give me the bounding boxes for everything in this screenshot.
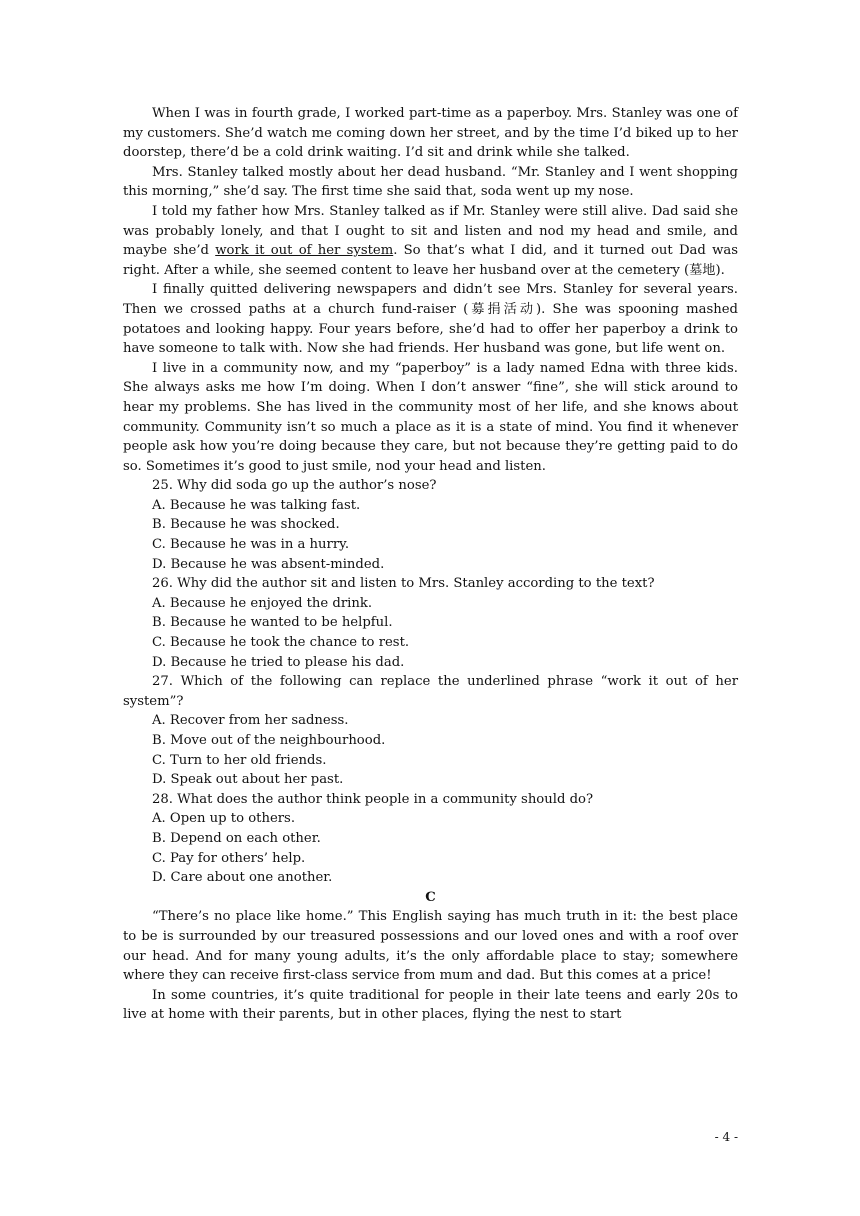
option-a: A. Recover from her sadness. xyxy=(152,713,349,729)
paragraph-3-text-before: I told my father how Mrs. Stanley talked as if Mr. Stanley were still alive. Dad said she was probably lonely, and that I ought to sit and listen and nod my head and smile, and maybe she’d xyxy=(123,203,738,259)
passage-c-paragraph-2: In some countries, it’s quite traditional for people in their late teens and early 20s to live at home with their parents, but in other places, flying the nest to start xyxy=(123,987,738,1023)
document-page xyxy=(123,104,738,1025)
section-heading-c: C xyxy=(425,889,436,905)
passage-c-paragraph-1: “There’s no place like home.” This English saying has much truth in it: the best place to be is surrounded by our treasured possessions and our loved ones and with a roof over our head. And for many young adults, it’s the only affordable place to stay; somewhere where they can receive first-class service from mum and dad. But this comes at a price! xyxy=(123,909,738,984)
question-stem: 27. Which of the following can replace the underlined phrase “work it out of her system”? xyxy=(123,674,738,709)
paragraph-3-text-after: . So that’s what I did, and it turned out Dad was right. After a while, she seemed content to leave her husband over at the cemetery (墓地). xyxy=(123,243,738,278)
option-b: B. Move out of the neighbourhood. xyxy=(152,733,386,748)
option-a: A. Open up to others. xyxy=(152,811,296,827)
option-c: C. Turn to her old friends. xyxy=(152,752,327,768)
option-c: C. Because he took the chance to rest. xyxy=(152,635,410,651)
passage-b-paragraph-1: When I was in fourth grade, I worked part-time as a paperboy. Mrs. Stanley was one of my customers. She’d watch me coming down her street, and by the time I’d biked up to her doorstep, there’d be a cold drink waiting. I’d sit and drink while she talked. xyxy=(123,106,738,161)
question-28 xyxy=(123,790,738,888)
question-stem: 28. What does the author think people in a community should do? xyxy=(152,791,594,807)
question-26 xyxy=(123,574,738,672)
option-d: D. Speak out about her past. xyxy=(152,772,344,788)
passage-b-paragraph-4: I finally quitted delivering newspapers and didn’t see Mrs. Stanley for several years. Then we crossed paths at a church fund-raiser (募捐活动). She was spooning mashed potatoes and looking happy. Four years before, she’d had to offer her paperboy a drink to have someone to talk with. Now she had friends. Her husband was gone, but life went on. xyxy=(123,282,738,357)
option-a: A. Because he enjoyed the drink. xyxy=(152,595,373,611)
option-b: B. Because he wanted to be helpful. xyxy=(152,615,393,631)
passage-b-paragraph-3 xyxy=(123,202,738,280)
passage-b-paragraph-5: I live in a community now, and my “paperboy” is a lady named Edna with three kids. She always asks me how I’m doing. When I don’t answer “fine”, she will stick around to hear my problems. She has lived in the community most of her life, and she knows about community. Community isn’t so much a place as it is a state of mind. You find it whenever people ask how you’re doing because they care, but not because they’re getting paid to do so. Sometimes it’s good to just smile, nod your head and listen. xyxy=(123,360,738,474)
option-c: C. Pay for others’ help. xyxy=(152,850,306,866)
underlined-phrase: work it out of her system xyxy=(215,243,394,259)
question-stem: 25. Why did soda go up the author’s nose? xyxy=(152,478,437,494)
question-27 xyxy=(123,672,738,790)
option-b: B. Because he was shocked. xyxy=(152,517,340,533)
question-25 xyxy=(123,476,738,574)
option-a: A. Because he was talking fast. xyxy=(152,497,361,513)
option-c: C. Because he was in a hurry. xyxy=(152,537,350,553)
option-d: D. Because he tried to please his dad. xyxy=(152,654,405,670)
option-b: B. Depend on each other. xyxy=(152,830,321,846)
page-number: - 4 - xyxy=(714,1130,738,1144)
question-stem: 26. Why did the author sit and listen to Mrs. Stanley according to the text? xyxy=(152,576,655,592)
option-d: D. Care about one another. xyxy=(152,870,333,886)
passage-b-paragraph-2: Mrs. Stanley talked mostly about her dead husband. “Mr. Stanley and I went shopping this morning,” she’d say. The first time she said that, soda went up my nose. xyxy=(123,164,738,200)
option-d: D. Because he was absent-minded. xyxy=(152,556,385,572)
